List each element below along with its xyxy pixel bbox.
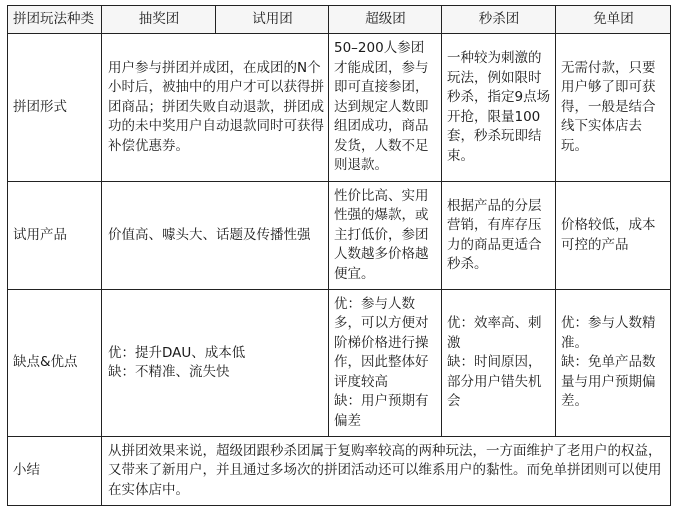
pros-text: 优：提升DAU、成本低 <box>108 344 246 361</box>
group-buy-comparison-table <box>7 5 671 506</box>
header-super-group: 超级团 <box>329 6 442 34</box>
cell-form-flash: 一种较为刺激的玩法，例如限时秒杀，指定9点场开抢，限量100套，秒杀玩即结束。 <box>442 34 556 182</box>
header-row <box>8 6 671 34</box>
cell-product-free: 价格较低，成本可控的产品 <box>556 182 671 290</box>
cell-proscons-lottery-trial <box>102 290 329 437</box>
header-lottery-group: 抽奖团 <box>102 6 216 34</box>
row-label-pros-cons: 缺点&优点 <box>8 290 102 437</box>
pros-text: 优：参与人数精准。 <box>561 315 656 351</box>
row-label-product: 试用产品 <box>8 182 102 290</box>
cons-text: 缺：免单产品数量与用户预期偏差。 <box>561 354 656 410</box>
row-label-summary: 小结 <box>8 437 102 506</box>
cell-proscons-free <box>556 290 671 437</box>
cons-text: 缺：时间原因，部分用户错失机会 <box>447 354 542 410</box>
table-row-pros-cons <box>8 290 671 437</box>
table-row-form <box>8 34 671 182</box>
cons-text: 缺：不精准、流失快 <box>108 364 230 380</box>
cell-product-lottery-trial: 价值高、噱头大、话题及传播性强 <box>102 182 329 290</box>
pros-text: 优：效率高、刺激 <box>447 315 542 351</box>
cell-proscons-super <box>329 290 442 437</box>
table-row-product <box>8 182 671 290</box>
cell-form-lottery-trial: 用户参与拼团并成团，在成团的N个小时后，被抽中的用户才可以获得拼团商品；拼团失败自动退款，拼团成功的未中奖用户自动退款同时可获得补偿优惠券。 <box>102 34 329 182</box>
cell-product-flash: 根据产品的分层营销，有库存压力的商品更适合秒杀。 <box>442 182 556 290</box>
header-type: 拼团玩法种类 <box>8 6 102 34</box>
cell-proscons-flash <box>442 290 556 437</box>
header-trial-group: 试用团 <box>216 6 329 34</box>
header-free-group: 免单团 <box>556 6 671 34</box>
cell-form-free: 无需付款，只要用户够了即可获得，一般是结合线下实体店去玩。 <box>556 34 671 182</box>
cell-product-super: 性价比高、实用性强的爆款，或主打低价，参团人数越多价格越便宜。 <box>329 182 442 290</box>
cell-form-super: 50–200人参团才能成团，参与即可直接参团，达到规定人数即组团成功，商品发货，人数不足则退款。 <box>329 34 442 182</box>
table-row-summary <box>8 437 671 506</box>
row-label-form: 拼团形式 <box>8 34 102 182</box>
header-flash-sale-group: 秒杀团 <box>442 6 556 34</box>
cell-summary: 从拼团效果来说，超级团跟秒杀团属于复购率较高的两种玩法，一方面维护了老用户的权益，又带来了新用户，并且通过多场次的拼团活动还可以维系用户的黏性。而免单拼团则可以使用在实体店中。 <box>102 437 671 506</box>
cons-text: 缺：用户预期有偏差 <box>334 393 429 429</box>
pros-text: 优：参与人数多，可以方便对阶梯价格进行操作，因此整体好评度较高 <box>334 295 429 390</box>
